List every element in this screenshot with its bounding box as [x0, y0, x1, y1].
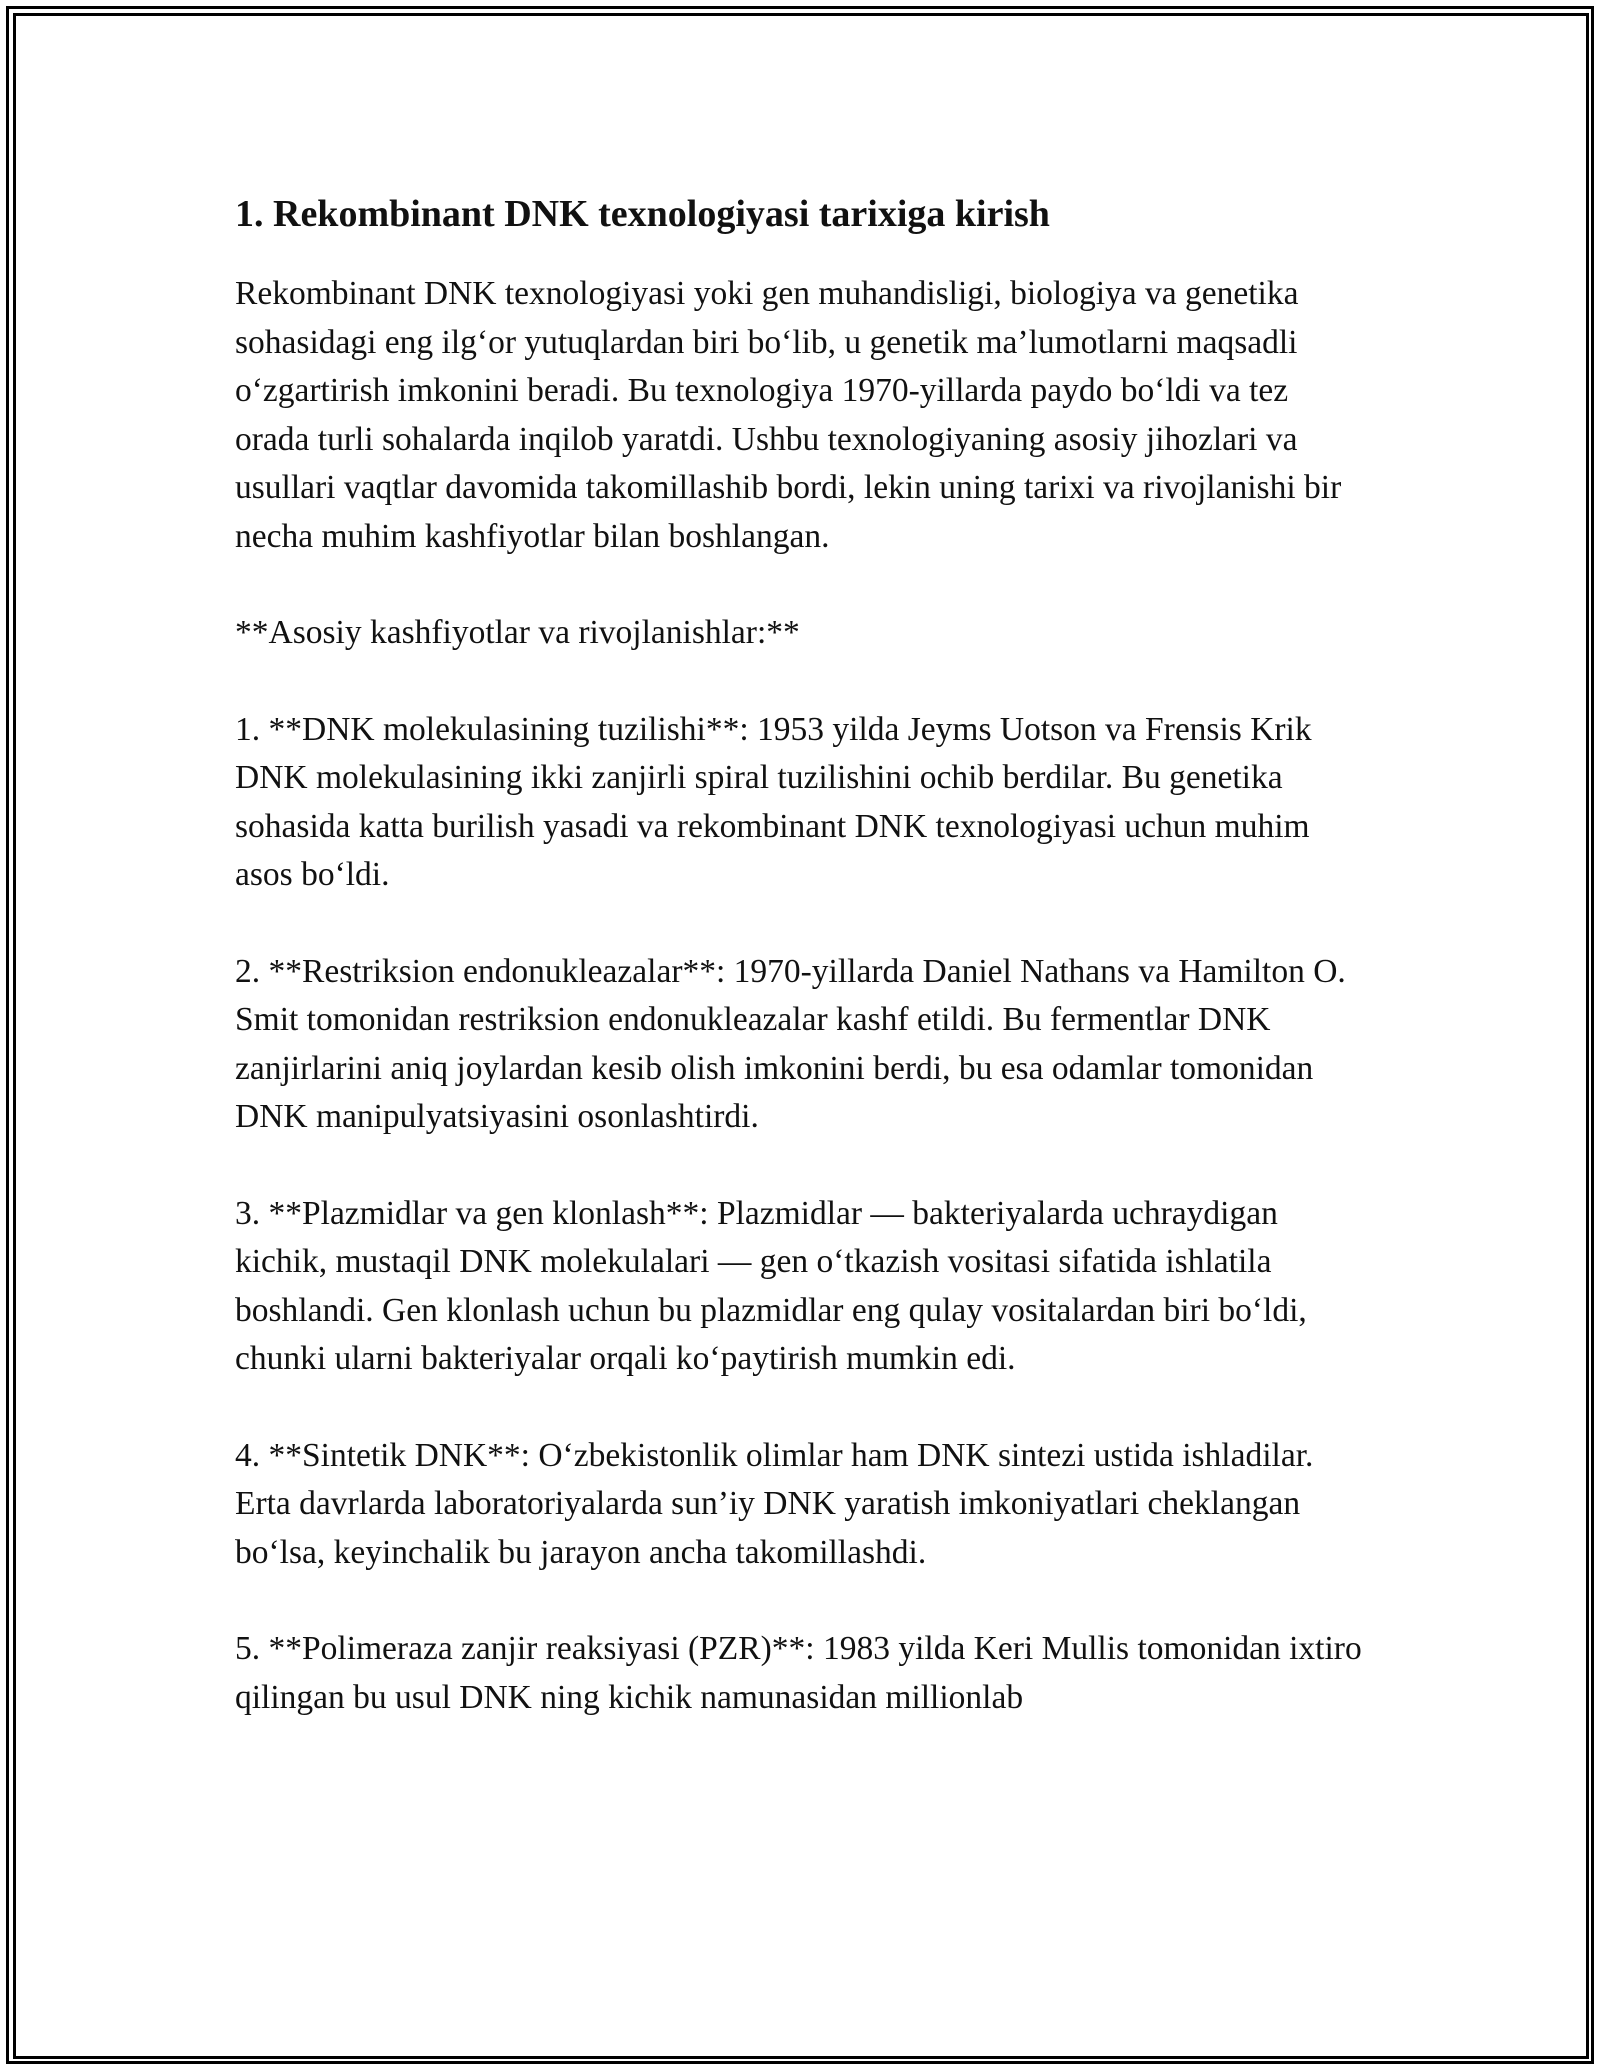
list-item-dnk-structure: 1. **DNK molekulasining tuzilishi**: 1953 yilda Jeyms Uotson va Frensis Krik DNK molekulasining ikki zanjirli spiral tuzilishini ochib berdilar. Bu genetika sohasida katta burilish yasadi va rekombinant DNK texnologiyasi uchun muhim asos bo‘ldi. [235, 710, 1312, 893]
list-item-plasmids: 3. **Plazmidlar va gen klonlash**: Plazmidlar — bakteriyalarda uchraydigan kichik, mustaqil DNK molekulalari — gen o‘tkazish vositasi sifatida ishlatila boshlandi. Gen klonlash uchun bu plazmidlar eng qulay vositalardan biri bo‘ldi, chunki ularni bakteriyalar orqali ko‘paytirish mumkin edi. [235, 1194, 1307, 1377]
intro-paragraph: Rekombinant DNK texnologiyasi yoki gen muhandisligi, biologiya va genetika sohasidagi eng ilg‘or yutuqlardan biri bo‘lib, u genetik ma’lumotlarni maqsadli o‘zgartirish imkonini beradi. Bu texnologiya 1970-yillarda paydo bo‘ldi va tez orada turli sohalarda inqilob yaratdi. Ushbu texnologiyaning asosiy jihozlari va usullari vaqtlar davomida takomillashib bordi, lekin uning tarixi va rivojlanishi bir necha muhim kashfiyotlar bilan boshlangan. [235, 275, 1342, 555]
list-item-restriction-enzymes: 2. **Restriksion endonukleazalar**: 1970-yillarda Daniel Nathans va Hamilton O. Smit tomonidan restriksion endonukleazalar kashf etildi. Bu fermentlar DNK zanjirlarini aniq joylardan kesib olish imkonini berdi, bu esa odamlar tomonidan DNK manipulyatsiyasini osonlashtirdi. [235, 952, 1346, 1135]
list-item-synthetic-dnk: 4. **Sintetik DNK**: O‘zbekistonlik olimlar ham DNK sintezi ustida ishladilar. Erta davrlarda laboratoriyalarda sun’iy DNK yaratish imkoniyatlari cheklangan bo‘lsa, keyinchalik bu jarayon ancha takomillashdi. [235, 1436, 1314, 1571]
document-title: 1. Rekombinant DNK texnologiyasi tarixiga kirish [235, 193, 1050, 235]
document-body [235, 186, 1365, 1722]
section-subheading: **Asosiy kashfiyotlar va rivojlanishlar:** [235, 614, 800, 651]
list-item-pcr: 5. **Polimeraza zanjir reaksiyasi (PZR)**: 1983 yilda Keri Mullis tomonidan ixtiro qilingan bu usul DNK ning kichik namunasidan millionlab [235, 1630, 1362, 1716]
